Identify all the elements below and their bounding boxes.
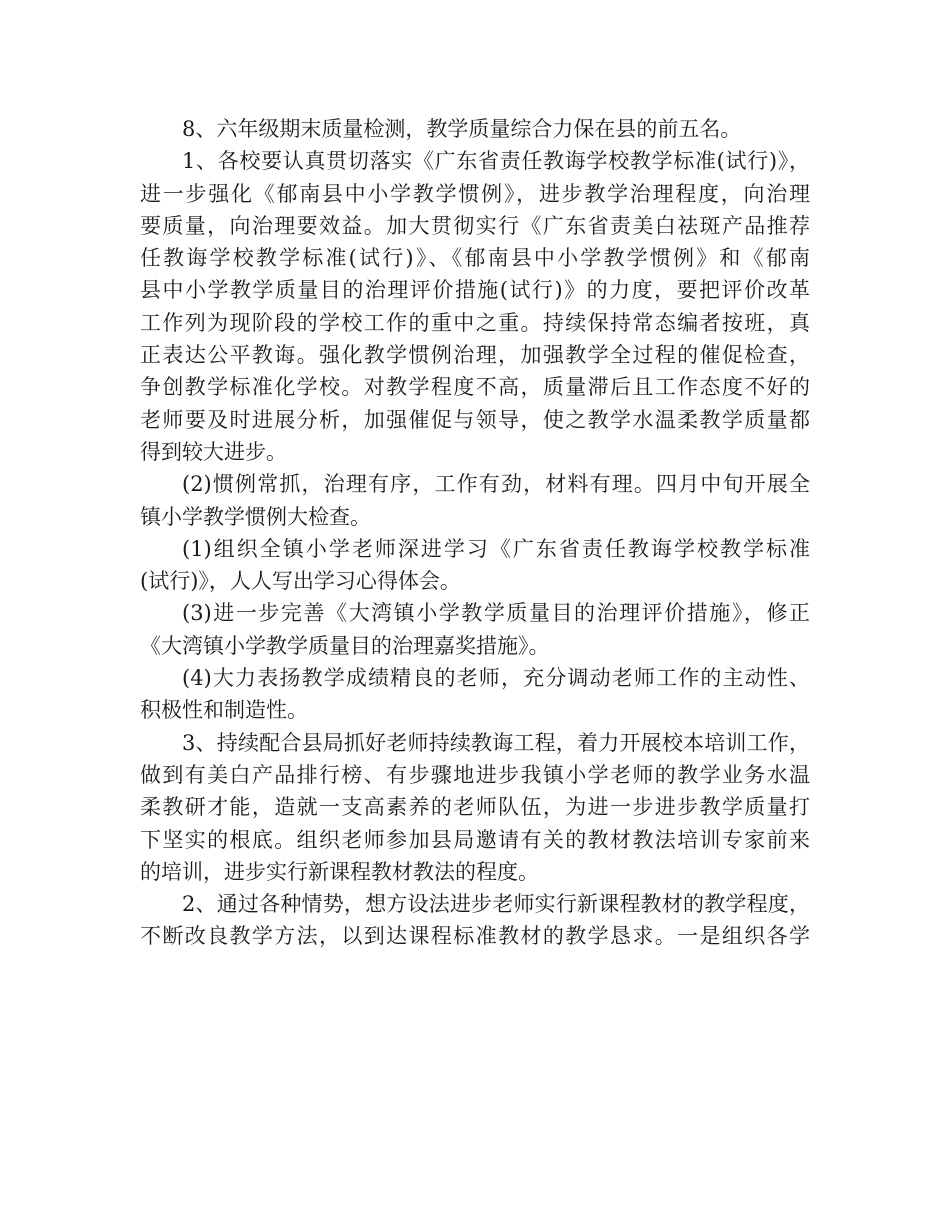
text-line: (3)进一步完善《大湾镇小学教学质量目的治理评价措施》，修正 (182, 601, 810, 626)
text-line: 争创教学标准化学校。对教学程度不高，质量滞后且工作态度不好的 (140, 375, 810, 400)
text-line: 3、持续配合县局抓好老师持续教诲工程，着力开展校本培训工作， (182, 730, 810, 755)
text-line: (4)大力表扬教学成绩精良的老师，充分调动老师工作的主动性、 (182, 666, 810, 691)
text-line: 下坚实的根底。组织老师参加县局邀请有关的教材教法培训专家前来 (140, 827, 810, 852)
text-line: 的培训，进步实行新课程教材教法的程度。 (140, 859, 539, 884)
text-line: 任教诲学校教学标准(试行)》、《郁南县中小学教学惯例》和《郁南 (140, 246, 810, 271)
text-line: 1、各校要认真贯切落实《广东省责任教诲学校教学标准(试行)》， (182, 149, 810, 174)
text-line: 镇小学教学惯例大检查。 (140, 504, 371, 529)
text-line: 《大湾镇小学教学质量目的治理嘉奖措施》。 (140, 633, 550, 658)
text-line: (1)组织全镇小学老师深进学习《广东省责任教诲学校教学标准 (182, 536, 810, 561)
text-line: 得到较大进步。 (140, 439, 287, 464)
text-line: 工作列为现阶段的学校工作的重中之重。持续保持常态编者按班，真 (140, 310, 810, 335)
text-line: 老师要及时进展分析，加强催促与领导，使之教学水温柔教学质量都 (140, 407, 810, 432)
text-line: 柔教研才能，造就一支高素养的老师队伍，为进一步进步教学质量打 (140, 795, 810, 820)
text-line: 要质量，向治理要效益。加大贯彻实行《广东省责美白祛斑产品推荐 (140, 213, 810, 238)
text-line: 积极性和制造性。 (140, 698, 308, 723)
text-line: (2)惯例常抓，治理有序，工作有劲，材料有理。四月中旬开展全 (182, 472, 810, 497)
text-line: 进一步强化《郁南县中小学教学惯例》，进步教学治理程度，向治理 (140, 181, 810, 206)
text-line: 正表达公平教诲。强化教学惯例治理，加强教学全过程的催促检查， (140, 343, 810, 368)
text-line: 县中小学教学质量目的治理评价措施(试行)》的力度，要把评价改革 (140, 278, 810, 303)
text-line: 8、六年级期末质量检测，教学质量综合力保在县的前五名。 (182, 117, 742, 141)
text-line: (试行)》，人人写出学习心得体会。 (140, 569, 461, 594)
text-line: 2、通过各种情势，想方设法进步老师实行新课程教材的教学程度， (182, 892, 810, 917)
text-line: 做到有美白产品排行榜、有步骤地进步我镇小学老师的教学业务水温 (140, 762, 810, 787)
document-body (140, 113, 810, 953)
text-line: 不断改良教学方法，以到达课程标准教材的教学恳求。一是组织各学 (140, 924, 810, 949)
